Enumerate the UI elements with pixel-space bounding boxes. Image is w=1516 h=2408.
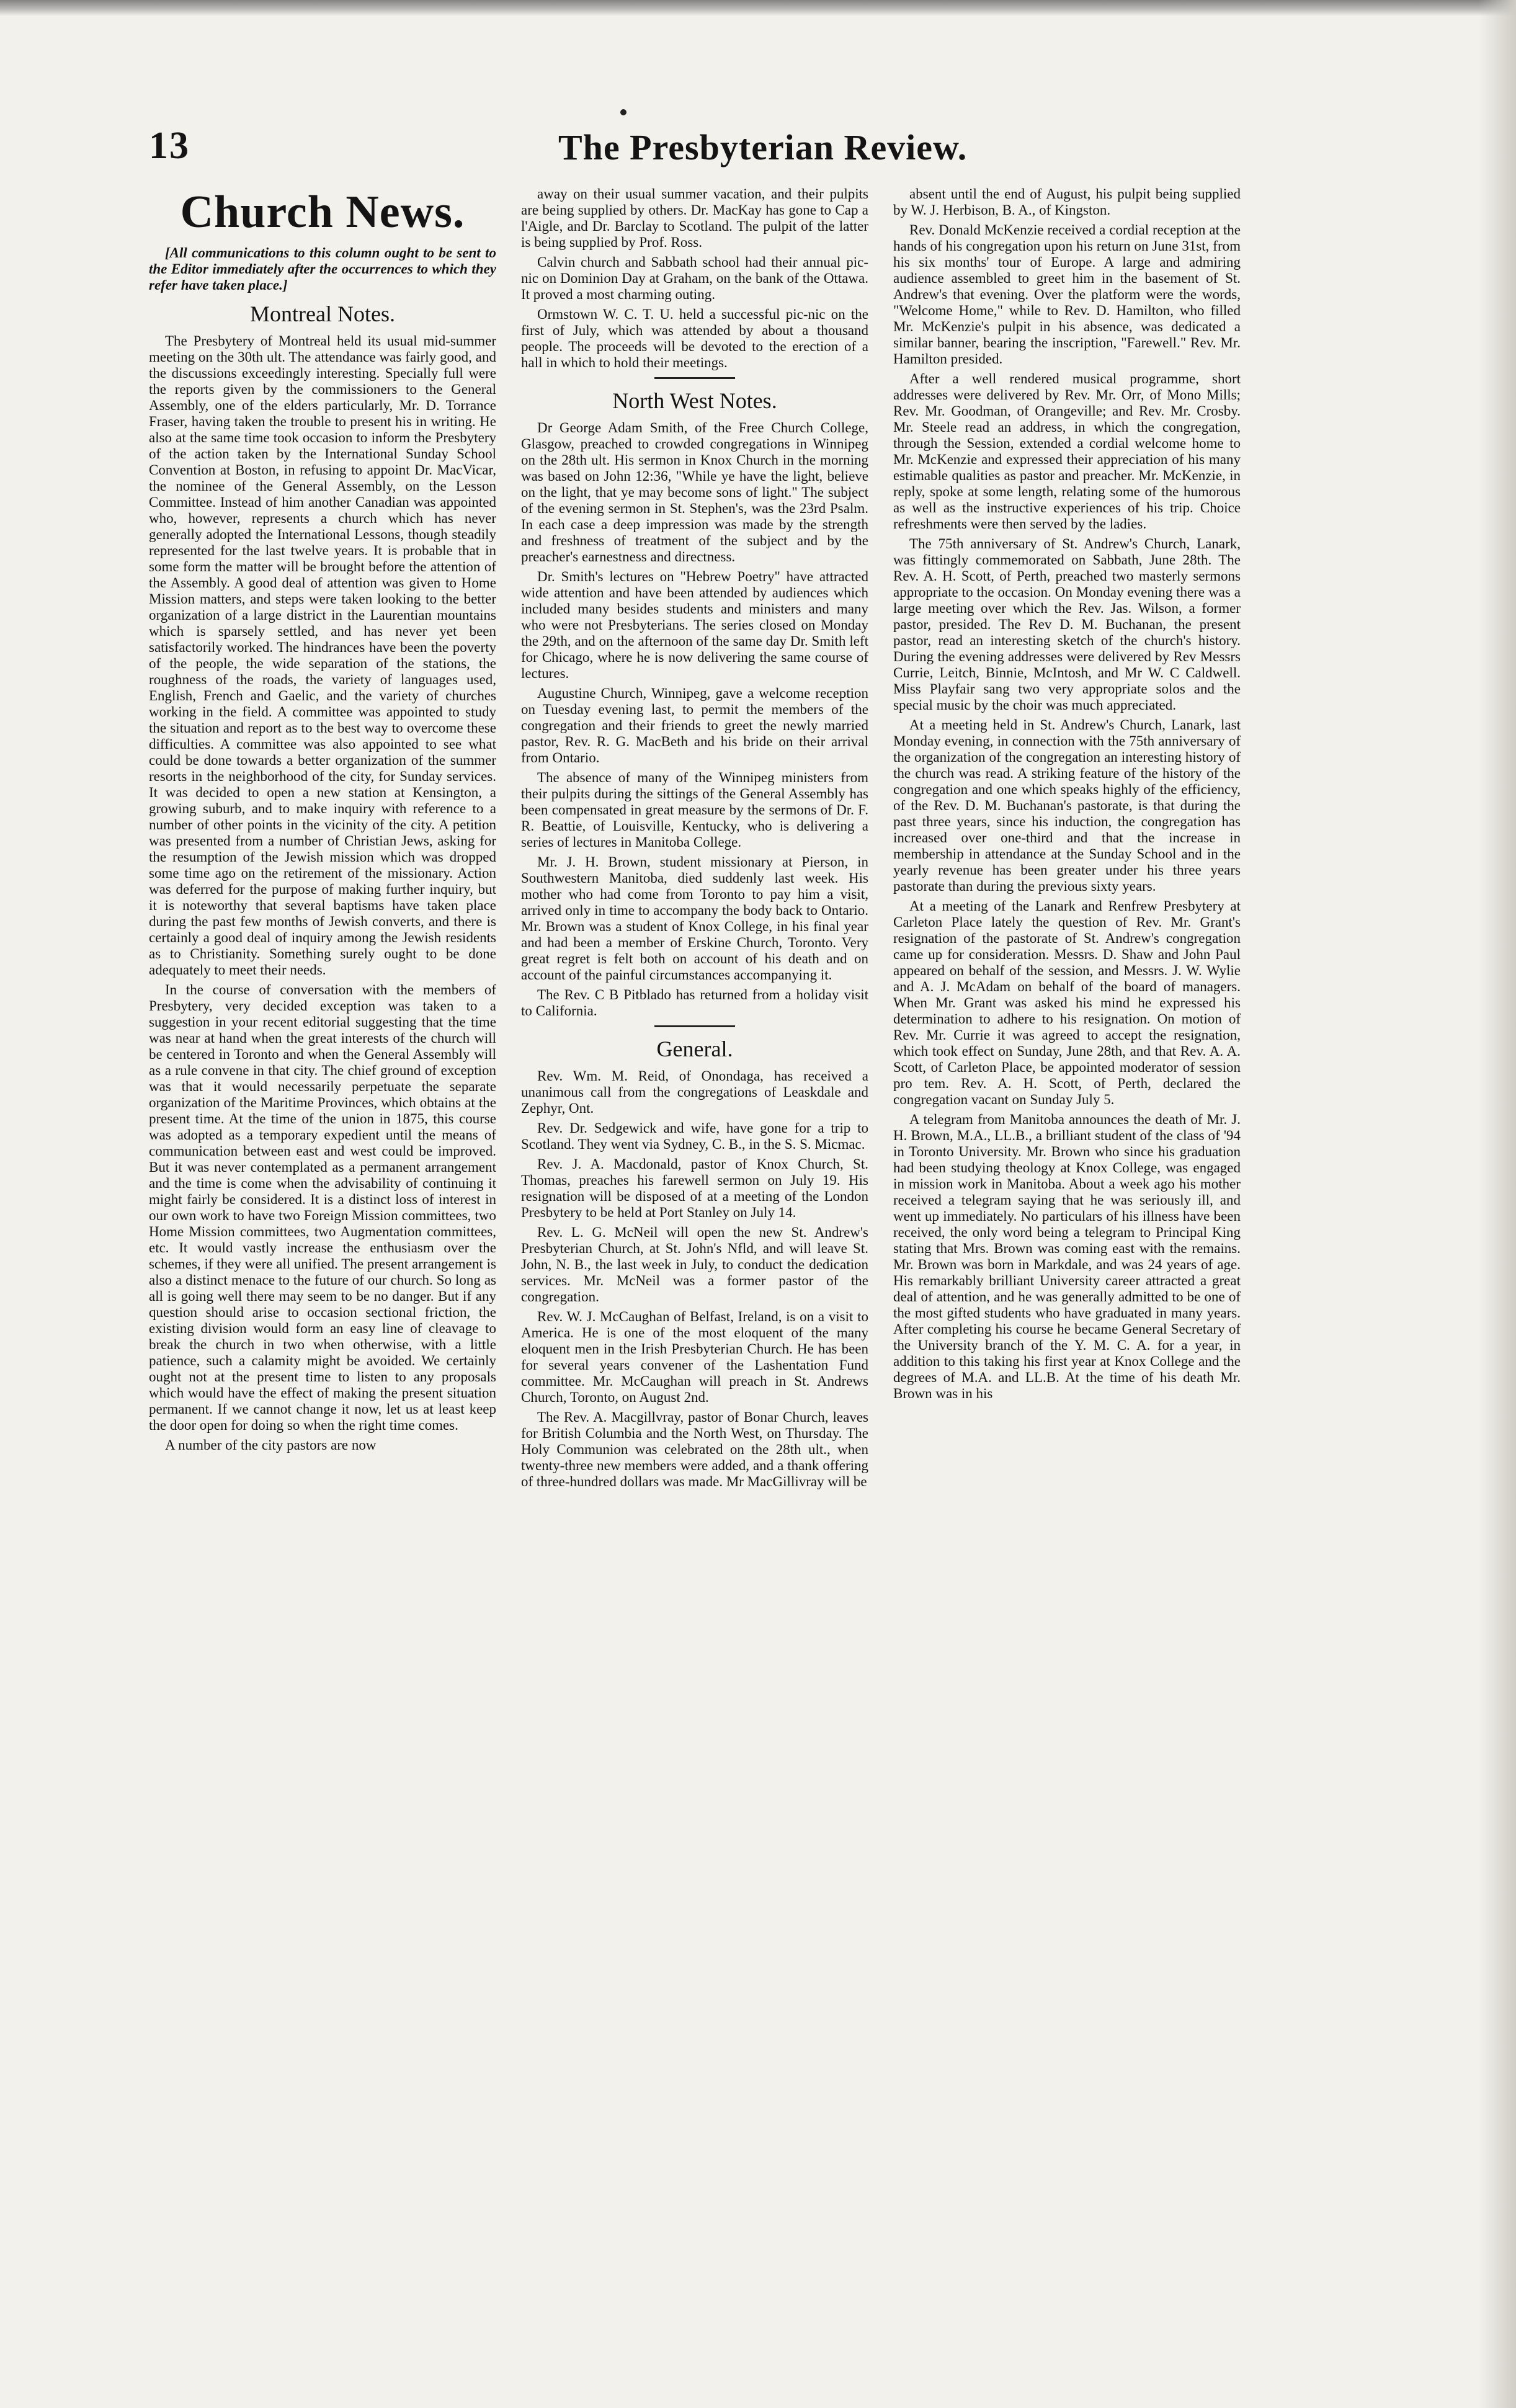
- paragraph: The 75th anniversary of St. Andrew's Church, Lanark, was fittingly commemorated on Sabbath, June 28th. The Rev. A. H. Scott, of Perth, preached two masterly sermons appropriate to the occasion. On Monday evening there was a large meeting over which the Rev. Jas. Wilson, a former pastor, presided. The Rev D. M. Buchanan, the present pastor, read an interesting sketch of the church's history. During the evening addresses were delivered by Rev Messrs Currie, Leitch, Binnie, McIntosh, and Mr W. C Caldwell. Miss Playfair sang two very appropriate solos and the special music by the choir was much appreciated.: [893, 536, 1241, 713]
- paragraph: Dr George Adam Smith, of the Free Church College, Glasgow, preached to crowded congregations in Winnipeg on the 28th ult. His sermon in Knox Church in the morning was based on John 12:36, "While ye have the light, believe on the light, that ye may become sons of light." The subject of the evening sermon in St. Stephen's, was the 23rd Psalm. In each case a deep impression was made by the strength and freshness of treatment of the subject and by the preacher's earnestness and directness.: [521, 420, 868, 564]
- paragraph: Ormstown W. C. T. U. held a successful pic-nic on the first of July, which was attended by about a thousand people. The proceeds will be devoted to the erection of a hall in which to hold their meetings.: [521, 306, 868, 370]
- north-west-notes-heading: North West Notes.: [612, 388, 777, 413]
- paragraph: Rev. J. A. Macdonald, pastor of Knox Church, St. Thomas, preaches his farewell sermon on July 19. His resignation will be disposed of at a meeting of the London Presbytery to be held at Port Stanley on July 14.: [521, 1156, 868, 1220]
- paragraph: The Presbytery of Montreal held its usual mid-summer meeting on the 30th ult. The attendance was fairly good, and the discussions exceedingly interesting. Specially full were the reports given by the commissioners to the General Assembly, one of the elders particularly, Mr. D. Torrance Fraser, having taken the trouble to present his in writing. He also at the same time took occasion to inform the Presbytery of the action taken by the International Sunday School Convention at Boston, in refusing to appoint Dr. MacVicar, the nominee of the General Assembly, on the Lesson Committee. Instead of him another Canadian was appointed who, however, represents a church which has never generally adopted the International Lessons, though steadily represented for the last twelve years. It is probable that in some form the matter will be brought before the attention of the Assembly. A good deal of attention was given to Home Mission matters, and steps were taken looking to the better organization of a large district in the Laurentian mountains which is sparsely settled, and has never yet been satisfactorily worked. The hindrances have been the poverty of the people, the wide separation of the stations, the roughness of the roads, the variety of languages used, English, French and Gaelic, and the variety of churches working in the field. A committee was appointed to study the situation and report as to the best way to overcome these difficulties. A committee was also appointed to see what could be done towards a better organization of the summer resorts in the neighborhood of the city, for Sunday services. It was decided to open a new station at Kensington, a growing suburb, and to make inquiry with reference to a number of other points in the vicinity of the city. A petition was presented from a number of Christian Jews, asking for the resumption of the Jewish mission which was dropped some time ago on the retirement of the missionary. Action was deferred for the purpose of making further inquiry, but it is noteworthy that several baptisms have taken place during the past few months of Jewish converts, and there is certainly a good deal of inquiry among the Jewish residents as to Christianity. Something surely ought to be done adequately to meet their needs.: [149, 333, 496, 978]
- paragraph: Rev. L. G. McNeil will open the new St. Andrew's Presbyterian Church, at St. John's Nfld, and will leave St. John, N. B., the last week in July, to conduct the dedication services. Mr. McNeil was a former pastor of the congregation.: [521, 1224, 868, 1304]
- montreal-notes-heading: Montreal Notes.: [250, 301, 395, 326]
- article-columns: [149, 186, 1253, 2370]
- paragraph: The Rev. A. Macgillvray, pastor of Bonar Church, leaves for British Columbia and the North West, on Thursday. The Holy Communion was celebrated on the 28th ult., when twenty-three new members were added, and a thank offering of three-hundred dollars was made. Mr MacGillivray will be: [521, 1409, 868, 1489]
- paragraph: Mr. J. H. Brown, student missionary at Pierson, in Southwestern Manitoba, died suddenly last week. His mother who had come from Toronto to pay him a visit, arrived only in time to accompany the body back to Ontario. Mr. Brown was a student of Knox College, in his final year and had been a member of Erskine Church, Toronto. Very great regret is felt both on account of his death and on account of the painful circumstances accompanying it.: [521, 854, 868, 983]
- page-right-edge: [1479, 0, 1516, 2408]
- paragraph: The Rev. C B Pitblado has returned from a holiday visit to California.: [521, 987, 868, 1019]
- page-top-edge: [0, 0, 1516, 16]
- paragraph: A telegram from Manitoba announces the death of Mr. J. H. Brown, M.A., LL.B., a brilliant student of the class of '94 in Toronto University. Mr. Brown who since his graduation had been studying theology at Knox College, was engaged in mission work in Manitoba. About a week ago his mother received a telegram saying that he was seriously ill, and went up immediately. No particulars of his illness have been received, the only word being a telegram to Principal King stating that Mrs. Brown was coming east with the remains. Mr. Brown was born in Markdale, and was 24 years of age. His remarkably brilliant University career attracted a great deal of attention, and he was generally admitted to be one of the most gifted students who have graduated in many years. After completing his course he became General Secretary of the University branch of the Y. M. C. A. for a year, in addition to this taking his first year at Knox College and the degrees of M.A. and LL.B. At the time of his death Mr. Brown was in his: [893, 1112, 1241, 1401]
- church-news-heading: Church News.: [180, 187, 465, 238]
- paragraph: At a meeting held in St. Andrew's Church, Lanark, last Monday evening, in connection with the 75th anniversary of the organization of the congregation an interesting history of the church was read. A striking feature of the history of the congregation and one which speaks highly of the efficiency, of the Rev. D. M. Buchanan's pastorate, is that during the past three years, since his induction, the congregation has increased over one-third and that the increase in membership in attendance at the Sunday School and in the yearly revenue has been greater under his three years pastorate than during the previous sixty years.: [893, 717, 1241, 894]
- paragraph: Rev. W. J. McCaughan of Belfast, Ireland, is on a visit to America. He is one of the most eloquent of the many eloquent men in the Irish Presbyterian Church. He has been for several years convener of the Lashentation Fund committee. Mr. McCaughan will preach in St. Andrews Church, Toronto, on August 2nd.: [521, 1309, 868, 1405]
- section-divider: [654, 377, 735, 379]
- paragraph: A number of the city pastors are now: [165, 1437, 377, 1453]
- column-3: [893, 186, 1241, 2370]
- paragraph: At a meeting of the Lanark and Renfrew Presbytery at Carleton Place lately the question of Rev. Mr. Grant's resignation of the pastorate of St. Andrew's congregation came up for consideration. Messrs. D. Shaw and John Paul appeared on behalf of the session, and Messrs. J. W. Wylie and A. J. McAdam on behalf of the board of managers. When Mr. Grant was asked his mind he expressed his determination to adhere to his resignation. On motion of Rev. Mr. Currie it was agreed to accept the resignation, which took effect on Sunday, June 28th, and that Rev. A. A. Scott, of Carleton Place, be appointed moderator of session pro tem. Rev. A. H. Scott, of Perth, declared the congregation vacant on Sunday July 5.: [893, 898, 1241, 1107]
- paragraph: Rev. Wm. M. Reid, of Onondaga, has received a unanimous call from the congregations of Leaskdale and Zephyr, Ont.: [521, 1068, 868, 1116]
- page-header: [149, 124, 1154, 174]
- paragraph: In the course of conversation with the members of Presbytery, very decided exception was taken to a suggestion in your recent editorial suggesting that the time was near at hand when the great interests of the church will be centered in Toronto and when the General Assembly will as a rule convene in that city. The chief ground of exception was that it would necessarily perpetuate the separate organization of the Maritime Provinces, which obtains at the present time. At the time of the union in 1875, this course was adopted as a temporary expedient until the means of communication between east and west could be improved. But it was never contemplated as a permanent arrangement and the time is come when the advisability of continuing it might fairly be considered. It is a distinct loss of interest in our own work to have two Foreign Mission committees, two Home Mission committees, two Augmentation committees, etc. It would vastly increase the enthusiasm over the schemes, if they were all unified. The present arrangement is also a distinct menace to the future of our church. So long as all is going well there may seem to be no danger. But if any question should arise to occasion sectional friction, the existing division would form an easy line of cleavage to break the church in two when otherwise, with a little patience, such a calamity might be avoided. We certainly ought not at the present time to listen to any proposals which would have the effect of making the present situation permanent. If we cannot change it now, let us at least keep the door open for doing so when the right time comes.: [149, 982, 496, 1433]
- paragraph: The absence of many of the Winnipeg ministers from their pulpits during the sittings of the General Assembly has been compensated in great measure by the sermons of Dr. F. R. Beattie, of Louisville, Kentucky, who is delivering a series of lectures in Manitoba College.: [521, 770, 868, 850]
- paragraph: Rev. Donald McKenzie received a cordial reception at the hands of his congregation upon his return on June 31st, from his six months' tour of Europe. A large and admiring audience assembled to greet him in the basement of St. Andrew's that evening. Over the platform were the words, "Welcome Home," while to Rev. D. Hamilton, who filled Mr. McKenzie's pulpit in his absence, was dedicated a similar banner, bearing the inscription, "Farewell." Rev. Mr. Hamilton presided.: [893, 222, 1241, 367]
- general-heading: General.: [656, 1037, 733, 1061]
- paragraph: Dr. Smith's lectures on "Hebrew Poetry" have attracted wide attention and have been attended by audiences which included many besides students and ministers and many who were not Presbyterians. The series closed on Monday the 29th, and on the afternoon of the same day Dr. Smith left for Chicago, where he is now delivering the same course of lectures.: [521, 569, 868, 681]
- print-mark: [620, 109, 626, 115]
- paragraph: Calvin church and Sabbath school had their annual pic-nic on Dominion Day at Graham, on the bank of the Ottawa. It proved a most charming outing.: [521, 254, 868, 302]
- paragraph: Rev. Dr. Sedgewick and wife, have gone for a trip to Scotland. They went via Sydney, C. B., in the S. S. Micmac.: [521, 1120, 868, 1152]
- paragraph: After a well rendered musical programme, short addresses were delivered by Rev. Mr. Orr, of Mono Mills; Rev. Mr. Goodman, of Orangeville; and Rev. Mr. Crosby. Mr. Steele read an address, in which the congregation, through the Session, extended a cordial welcome home to Mr. McKenzie and expressed their appreciation of his many estimable qualities as pastor and preacher. Mr. McKenzie, in reply, spoke at some length, relating some of the humorous as well as the instructive experiences of his trip. Choice refreshments were then served by the ladies.: [893, 371, 1241, 532]
- paragraph: Augustine Church, Winnipeg, gave a welcome reception on Tuesday evening last, to permit the members of the congregation and their friends to greet the newly married pastor, Rev. R. G. MacBeth and his bride on their arrival from Ontario.: [521, 685, 868, 765]
- column-2: [521, 186, 868, 2370]
- section-divider: [654, 1025, 735, 1027]
- journal-title: The Presbyterian Review.: [558, 127, 968, 167]
- column-1: [149, 186, 496, 2370]
- paragraph: away on their usual summer vacation, and their pulpits are being supplied by others. Dr. MacKay has gone to Cap a l'Aigle, and Dr. Barclay to Scotland. The pulpit of the latter is being supplied by Prof. Ross.: [521, 186, 868, 250]
- editor-note: [All communications to this column ought to be sent to the Editor immediately after the occurrences to which they refer have taken place.]: [149, 245, 496, 293]
- page-number: 13: [149, 125, 190, 167]
- paragraph: absent until the end of August, his pulpit being supplied by W. J. Herbison, B. A., of Kingston.: [893, 186, 1241, 218]
